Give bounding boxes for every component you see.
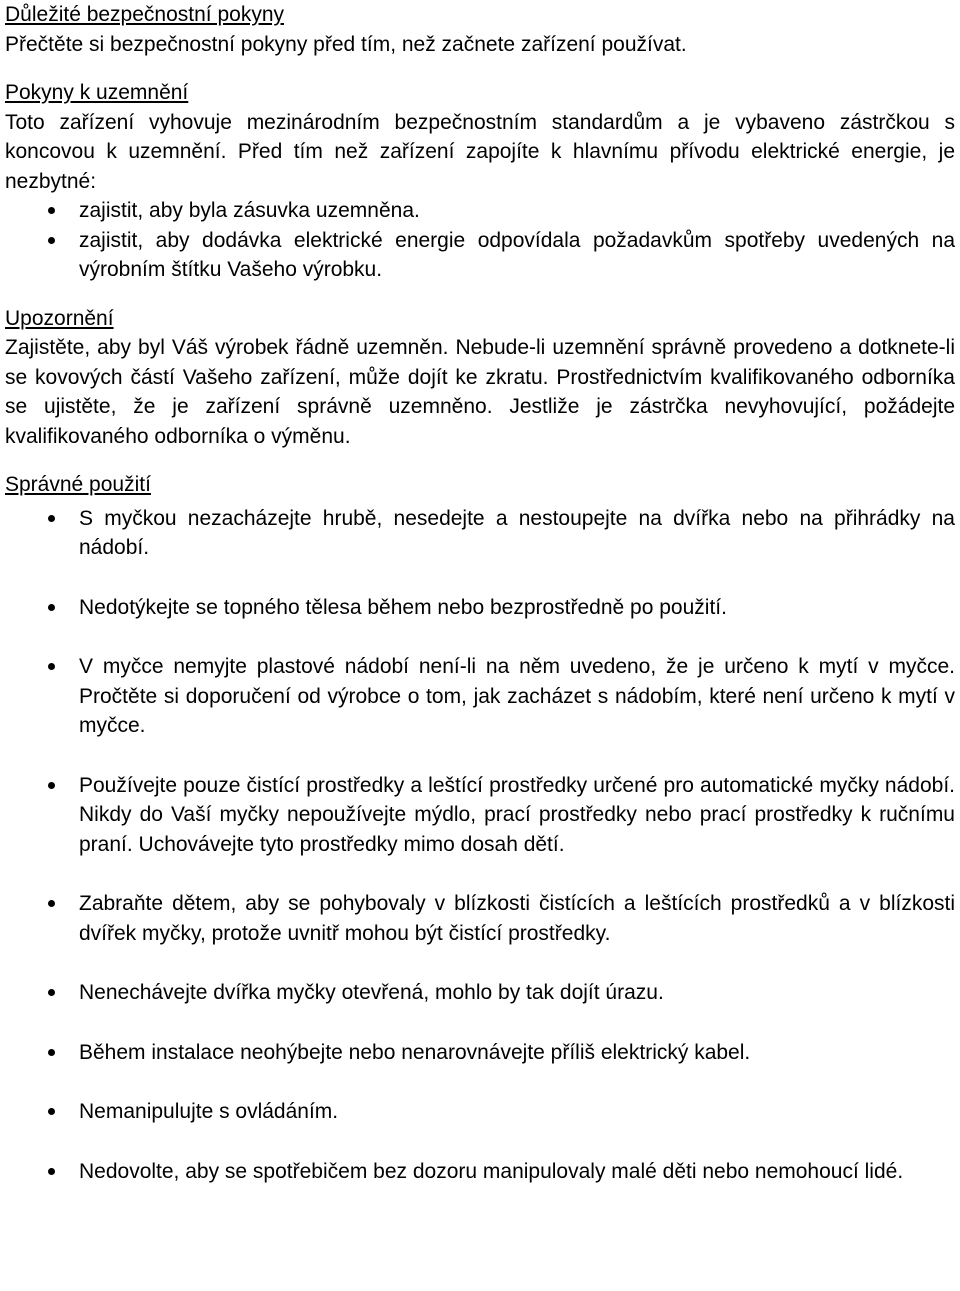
list-item: [5, 196, 955, 226]
bullet-icon: [48, 237, 55, 244]
warning-heading: Upozornění: [5, 306, 114, 330]
grounding-text: Toto zařízení vyhovuje mezinárodním bezpečnostním standardům a je vybaveno zástrčkou s koncovou k uzemnění. Před tím než zařízení zapojíte k hlavnímu přívodu elektrické energie, je nezbytné:: [5, 110, 955, 193]
grounding-heading: Pokyny k uzemnění: [5, 81, 189, 104]
spacer: [5, 285, 955, 304]
list-item: [5, 504, 955, 563]
list-item: [5, 771, 955, 860]
list-item: [5, 1038, 955, 1068]
grounding-list: [5, 196, 955, 285]
bullet-icon: [48, 515, 55, 522]
bullet-icon: [48, 782, 55, 789]
list-item-text: Během instalace neohýbejte nebo nenarovnávejte příliš elektrický kabel.: [79, 1040, 751, 1064]
list-item: [5, 593, 955, 623]
list-item-text: zajistit, aby dodávka elektrické energie odpovídala požadavkům spotřeby uvedených na výrobním štítku Vašeho výrobku.: [79, 228, 955, 281]
bullet-icon: [48, 1049, 55, 1056]
warning-text: Zajistěte, aby byl Váš výrobek řádně uzemněn. Nebude-li uzemnění správně provedeno a dotknete-li se kovových částí Vašeho zařízení, může dojít ke zkratu. Prostřednictvím kvalifikovaného odborníka se ujistěte, že je zařízení správně uzemněno. Jestliže je zástrčka nevyhovující, požádejte kvalifikovaného odborníka o výměnu.: [5, 336, 955, 448]
spacer: [5, 59, 955, 78]
list-item-text: Nedovolte, aby se spotřebičem bez dozoru manipulovaly malé děti nebo nemohoucí lidé.: [79, 1159, 904, 1183]
list-item-text: Nenechávejte dvířka myčky otevřená, mohlo by tak dojít úrazu.: [79, 981, 664, 1004]
safety-intro: Přečtěte si bezpečnostní pokyny před tím, než začnete zařízení používat.: [5, 32, 687, 56]
usage-section: [5, 470, 955, 1186]
list-item: [5, 1097, 955, 1127]
warning-section: [5, 304, 955, 452]
grounding-section: [5, 78, 955, 285]
list-item: [5, 978, 955, 1008]
list-item-text: zajistit, aby byla zásuvka uzemněna.: [79, 199, 420, 222]
bullet-icon: [48, 663, 55, 670]
bullet-icon: [48, 604, 55, 611]
list-item-text: S myčkou nezacházejte hrubě, nesedejte a nestoupejte na dvířka nebo na přihrádky na nádobí.: [79, 506, 955, 559]
spacer: [5, 451, 955, 470]
list-item: [5, 1157, 955, 1187]
usage-list: [5, 504, 955, 1187]
bullet-icon: [48, 1168, 55, 1175]
list-item-text: Používejte pouze čistící prostředky a leštící prostředky určené pro automatické myčky nádobí. Nikdy do Vaší myčky nepoužívejte mýdlo, prací prostředky nebo prací prostředky k ručnímu praní. Uchovávejte tyto prostředky mimo dosah dětí.: [79, 773, 955, 856]
list-item-text: V myčce nemyjte plastové nádobí není-li na něm uvedeno, že je určeno k mytí v myčce. Pročtěte si doporučení od výrobce o tom, jak zacházet s nádobím, které není určeno k mytí v myčce.: [79, 655, 955, 737]
list-item-text: Zabraňte dětem, aby se pohybovaly v blízkosti čistících a leštících prostředků a v blízkosti dvířek myčky, protože uvnitř mohou být čistící prostředky.: [79, 892, 955, 945]
usage-heading: Správné použití: [5, 473, 151, 496]
bullet-icon: [48, 989, 55, 996]
list-item: [5, 889, 955, 948]
safety-section: [5, 0, 955, 59]
list-item-text: Nedotýkejte se topného tělesa během nebo bezprostředně po použití.: [79, 595, 727, 619]
list-item: [5, 226, 955, 285]
bullet-icon: [48, 1108, 55, 1115]
bullet-icon: [48, 900, 55, 907]
bullet-icon: [48, 207, 55, 214]
document-page: [5, 0, 955, 1186]
safety-heading: Důležité bezpečnostní pokyny: [5, 3, 284, 26]
list-item-text: Nemanipulujte s ovládáním.: [79, 1100, 339, 1123]
list-item: [5, 652, 955, 741]
